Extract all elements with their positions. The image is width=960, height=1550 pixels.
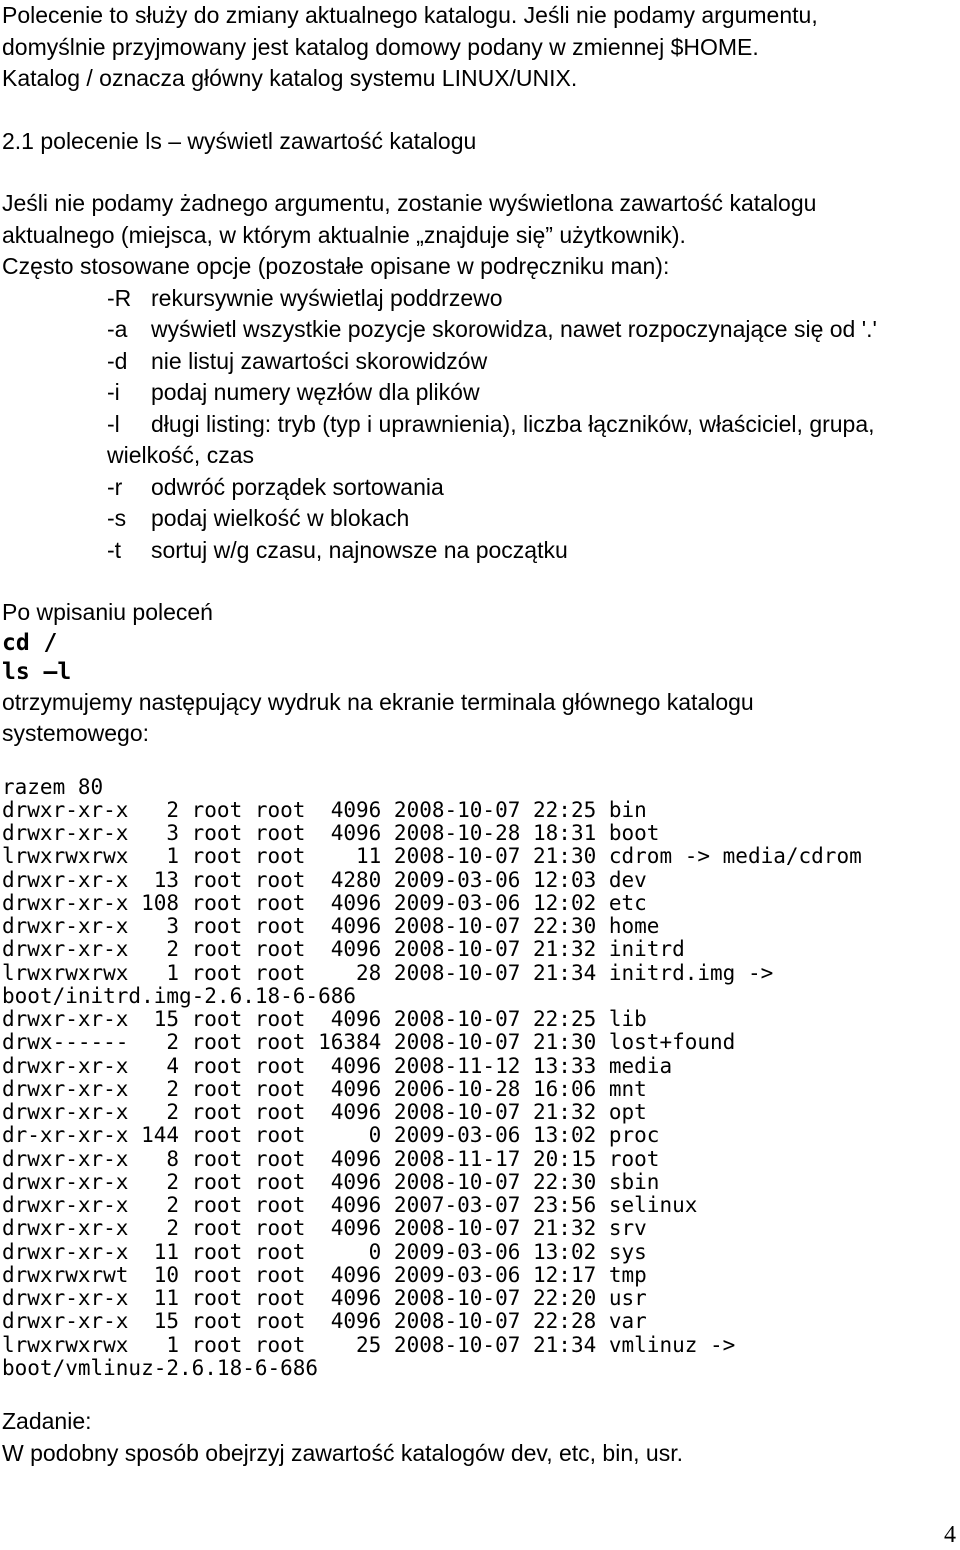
command-line: ls –l — [2, 658, 72, 685]
terminal-line: drwxr-xr-x 11 root root 4096 2008-10-07 22:20 usr — [2, 1286, 647, 1310]
terminal-line: razem 80 — [2, 774, 104, 799]
description-line: Często stosowane opcje (pozostałe opisane w podręczniku man): — [2, 253, 670, 279]
terminal-line: drwxr-xr-x 2 root root 4096 2008-10-07 22:25 bin — [2, 797, 647, 822]
option-description: podaj wielkość w blokach — [151, 505, 410, 531]
option-flag: -a — [107, 316, 128, 342]
intro-line: domyślnie przyjmowany jest katalog domowy podany w zmiennej $HOME. — [2, 33, 759, 60]
options-list — [2, 283, 957, 567]
terminal-line: drwxr-xr-x 13 root root 4280 2009-03-06 12:03 dev — [2, 867, 647, 892]
terminal-line: lrwxrwxrwx 1 root root 11 2008-10-07 21:30 cdrom -> media/cdrom — [2, 844, 862, 869]
terminal-line: drwxr-xr-x 2 root root 4096 2008-10-07 21:32 opt — [2, 1100, 647, 1124]
option-flag: -i — [107, 379, 120, 405]
terminal-line: drwxr-xr-x 108 root root 4096 2009-03-06 12:02 etc — [2, 890, 647, 915]
option-flag: -R — [107, 284, 132, 311]
terminal-line: drwxr-xr-x 15 root root 4096 2008-10-07 22:25 lib — [2, 1007, 647, 1031]
terminal-line: drwxr-xr-x 15 root root 4096 2008-10-07 22:28 var — [2, 1309, 647, 1334]
terminal-line: drwxr-xr-x 2 root root 4096 2008-10-07 21:32 initrd — [2, 937, 685, 962]
page-number: 4 — [944, 1522, 956, 1548]
option-item — [107, 314, 957, 346]
description-paragraph — [2, 188, 957, 283]
intro-line: Polecenie to służy do zmiany aktualnego katalogu. Jeśli nie podamy argumentu, — [2, 2, 818, 28]
option-flag: -s — [107, 505, 127, 531]
terminal-line: drwxr-xr-x 4 root root 4096 2008-11-12 13:33 media — [2, 1053, 673, 1078]
option-description: podaj numery węzłów dla plików — [151, 379, 480, 405]
option-flag: -t — [107, 536, 122, 563]
terminal-line: drwx------ 2 root root 16384 2008-10-07 21:30 lost+found — [2, 1030, 736, 1055]
description-line: Jeśli nie podamy żadnego argumentu, zostanie wyświetlona zawartość katalogu — [2, 190, 817, 216]
after-commands-label: Po wpisaniu poleceń — [2, 599, 213, 625]
terminal-line: lrwxrwxrwx 1 root root 28 2008-10-07 21:34 initrd.img -> — [2, 960, 774, 985]
option-description: nie listuj zawartości skorowidzów — [151, 347, 488, 374]
commands-block — [2, 629, 957, 687]
option-description-continuation: wielkość, czas — [107, 442, 254, 468]
task-label: Zadanie: — [2, 1408, 92, 1434]
option-flag: -r — [107, 473, 123, 500]
command-line: cd / — [2, 629, 58, 656]
intro-line: Katalog / oznacza główny katalog systemu LINUX/UNIX. — [2, 65, 578, 91]
terminal-line: drwxr-xr-x 8 root root 4096 2008-11-17 20:15 root — [2, 1146, 660, 1171]
terminal-line: drwxr-xr-x 2 root root 4096 2007-03-07 23:56 selinux — [2, 1193, 698, 1217]
option-item — [107, 503, 957, 535]
option-item — [107, 535, 957, 567]
result-line: otrzymujemy następujący wydruk na ekranie terminala głównego katalogu — [2, 688, 754, 715]
terminal-line: drwxr-xr-x 3 root root 4096 2008-10-28 18:31 boot — [2, 821, 660, 845]
option-description: odwróć porządek sortowania — [151, 473, 444, 500]
terminal-line: drwxr-xr-x 11 root root 0 2009-03-06 13:02 sys — [2, 1239, 647, 1264]
option-item — [107, 346, 957, 378]
task-text: W podobny sposób obejrzyj zawartość katalogów dev, etc, bin, usr. — [2, 1439, 683, 1466]
option-description: rekursywnie wyświetlaj poddrzewo — [151, 284, 503, 311]
terminal-line: lrwxrwxrwx 1 root root 25 2008-10-07 21:34 vmlinuz -> — [2, 1332, 736, 1357]
description-line: aktualnego (miejsca, w którym aktualnie „znajduje się” użytkownik). — [2, 221, 686, 248]
section-title: 2.1 polecenie ls – wyświetl zawartość katalogu — [2, 127, 477, 154]
intro-paragraph — [2, 0, 957, 95]
option-item — [107, 377, 957, 409]
terminal-line: drwxr-xr-x 2 root root 4096 2008-10-07 22:30 sbin — [2, 1169, 660, 1194]
terminal-line: drwxr-xr-x 3 root root 4096 2008-10-07 22:30 home — [2, 914, 660, 938]
terminal-line: drwxr-xr-x 2 root root 4096 2006-10-28 16:06 mnt — [2, 1076, 647, 1101]
terminal-line: boot/initrd.img-2.6.18-6-686 — [2, 983, 357, 1008]
result-paragraph — [2, 687, 957, 750]
option-description: sortuj w/g czasu, najnowsze na początku — [151, 536, 568, 563]
option-flag: -l — [107, 410, 120, 437]
option-description: wyświetl wszystkie pozycje skorowidza, nawet rozpoczynające się od '.' — [151, 316, 877, 342]
option-description: długi listing: tryb (typ i uprawnienia), liczba łączników, właściciel, grupa, — [151, 410, 875, 437]
terminal-output — [2, 776, 957, 1381]
document-page — [2, 0, 957, 1469]
terminal-line: dr-xr-xr-x 144 root root 0 2009-03-06 13:02 proc — [2, 1123, 660, 1148]
option-item — [107, 472, 957, 504]
result-line: systemowego: — [2, 720, 150, 746]
option-flag: -d — [107, 347, 128, 374]
terminal-line: drwxrwxrwt 10 root root 4096 2009-03-06 12:17 tmp — [2, 1262, 647, 1287]
option-item — [107, 409, 957, 441]
terminal-line: boot/vmlinuz-2.6.18-6-686 — [2, 1355, 319, 1380]
terminal-line: drwxr-xr-x 2 root root 4096 2008-10-07 21:32 srv — [2, 1216, 647, 1241]
option-item — [107, 283, 957, 315]
